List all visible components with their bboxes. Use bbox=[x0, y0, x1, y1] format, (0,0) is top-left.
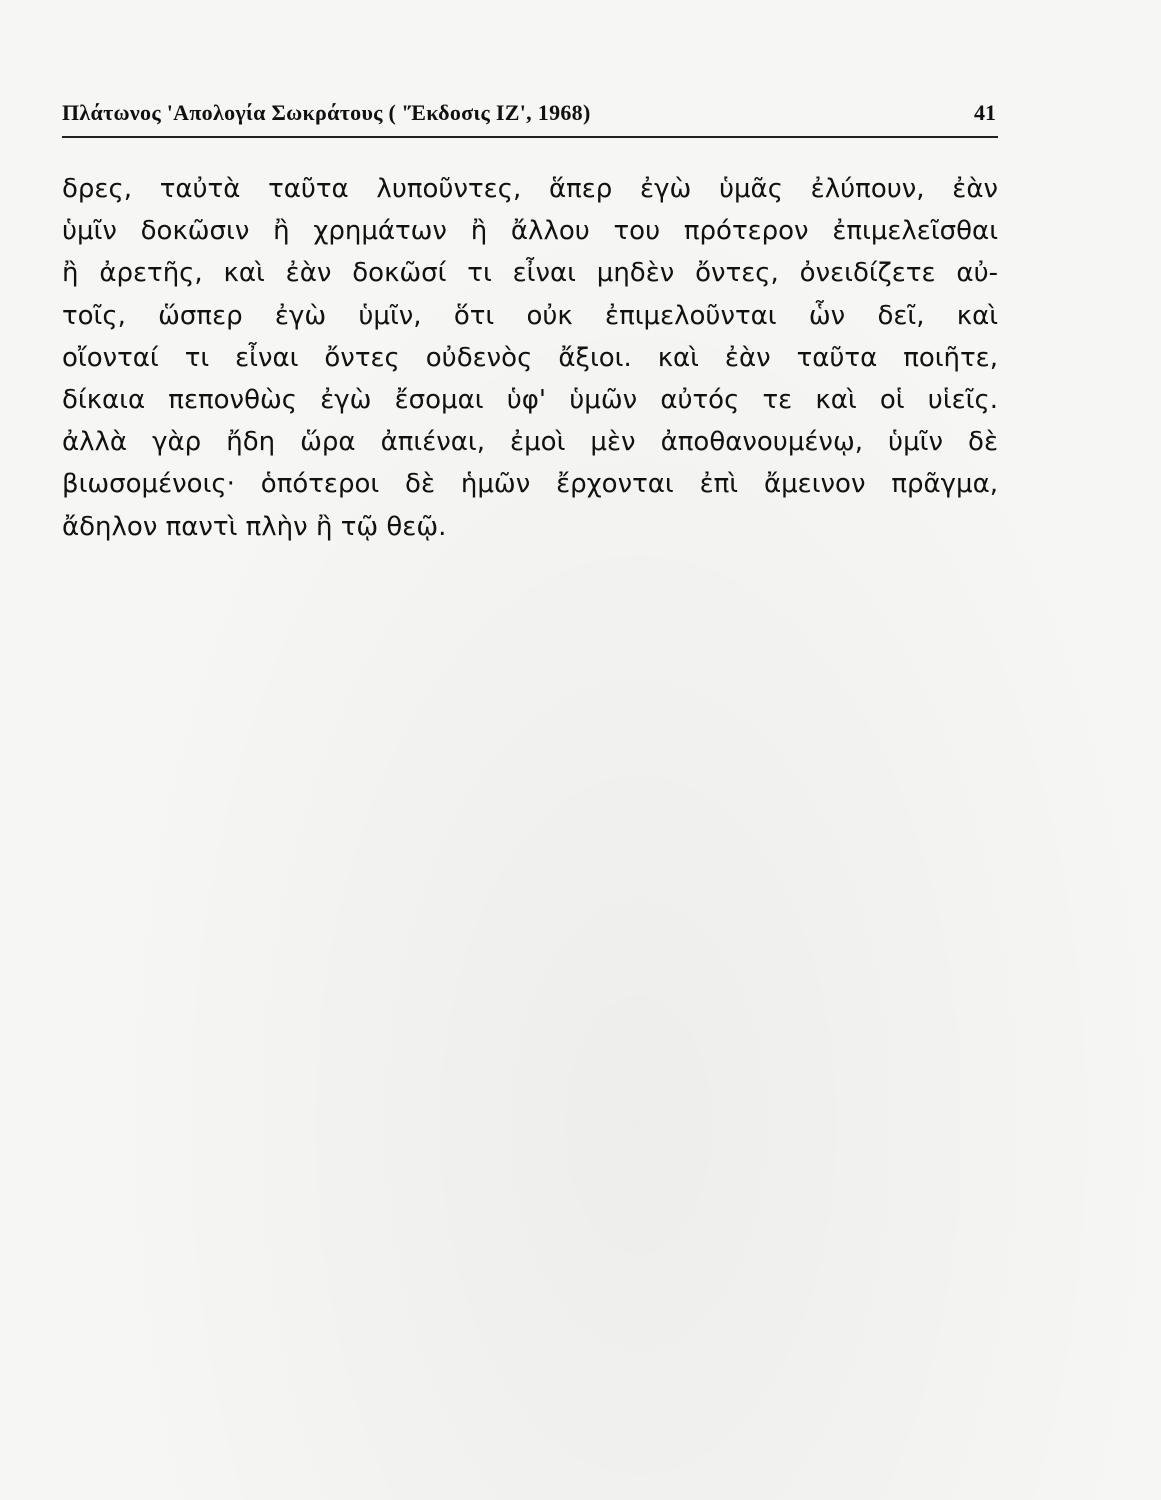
page-header bbox=[62, 100, 998, 140]
text-line: οἴονταί τι εἶναι ὄντες οὐδενὸς ἄξιοι. καὶ ἐὰν ταῦτα ποιῆτε, bbox=[62, 342, 998, 373]
text-line: ἄδηλον παντὶ πλὴν ἢ τῷ θεῷ. bbox=[62, 511, 447, 542]
text-line: ἢ ἀρετῆς, καὶ ἐὰν δοκῶσί τι εἶναι μηδὲν ὄντες, ὀνειδίζετε αὐ- bbox=[62, 258, 998, 289]
text-line: ὑμῖν δοκῶσιν ἢ χρημάτων ἢ ἄλλου του πρότερον ἐπιμελεῖσθαι bbox=[62, 216, 998, 247]
header-divider bbox=[62, 136, 998, 138]
running-header-title: Πλάτωνος 'Απολογία Σωκράτους ( 'Έκδοσις ΙΖ', 1968) bbox=[62, 100, 591, 125]
body-text bbox=[62, 168, 1002, 548]
page-number: 41 bbox=[974, 100, 996, 125]
text-line: δίκαια πεπονθὼς ἐγὼ ἔσομαι ὑφ' ὑμῶν αὐτός τε καὶ οἱ υἱεῖς. bbox=[62, 384, 998, 415]
text-line: βιωσομένοις· ὁπότεροι δὲ ἡμῶν ἔρχονται ἐπὶ ἄμεινον πρᾶγμα, bbox=[62, 469, 998, 500]
text-line: ἀλλὰ γὰρ ἤδη ὥρα ἀπιέναι, ἐμοὶ μὲν ἀποθανουμένῳ, ὑμῖν δὲ bbox=[62, 427, 998, 458]
text-line: δρες, ταὐτὰ ταῦτα λυποῦντες, ἅπερ ἐγὼ ὑμᾶς ἐλύπουν, ἐὰν bbox=[62, 174, 998, 204]
text-line: τοῖς, ὥσπερ ἐγὼ ὑμῖν, ὅτι οὐκ ἐπιμελοῦνται ὧν δεῖ, καὶ bbox=[62, 300, 998, 331]
